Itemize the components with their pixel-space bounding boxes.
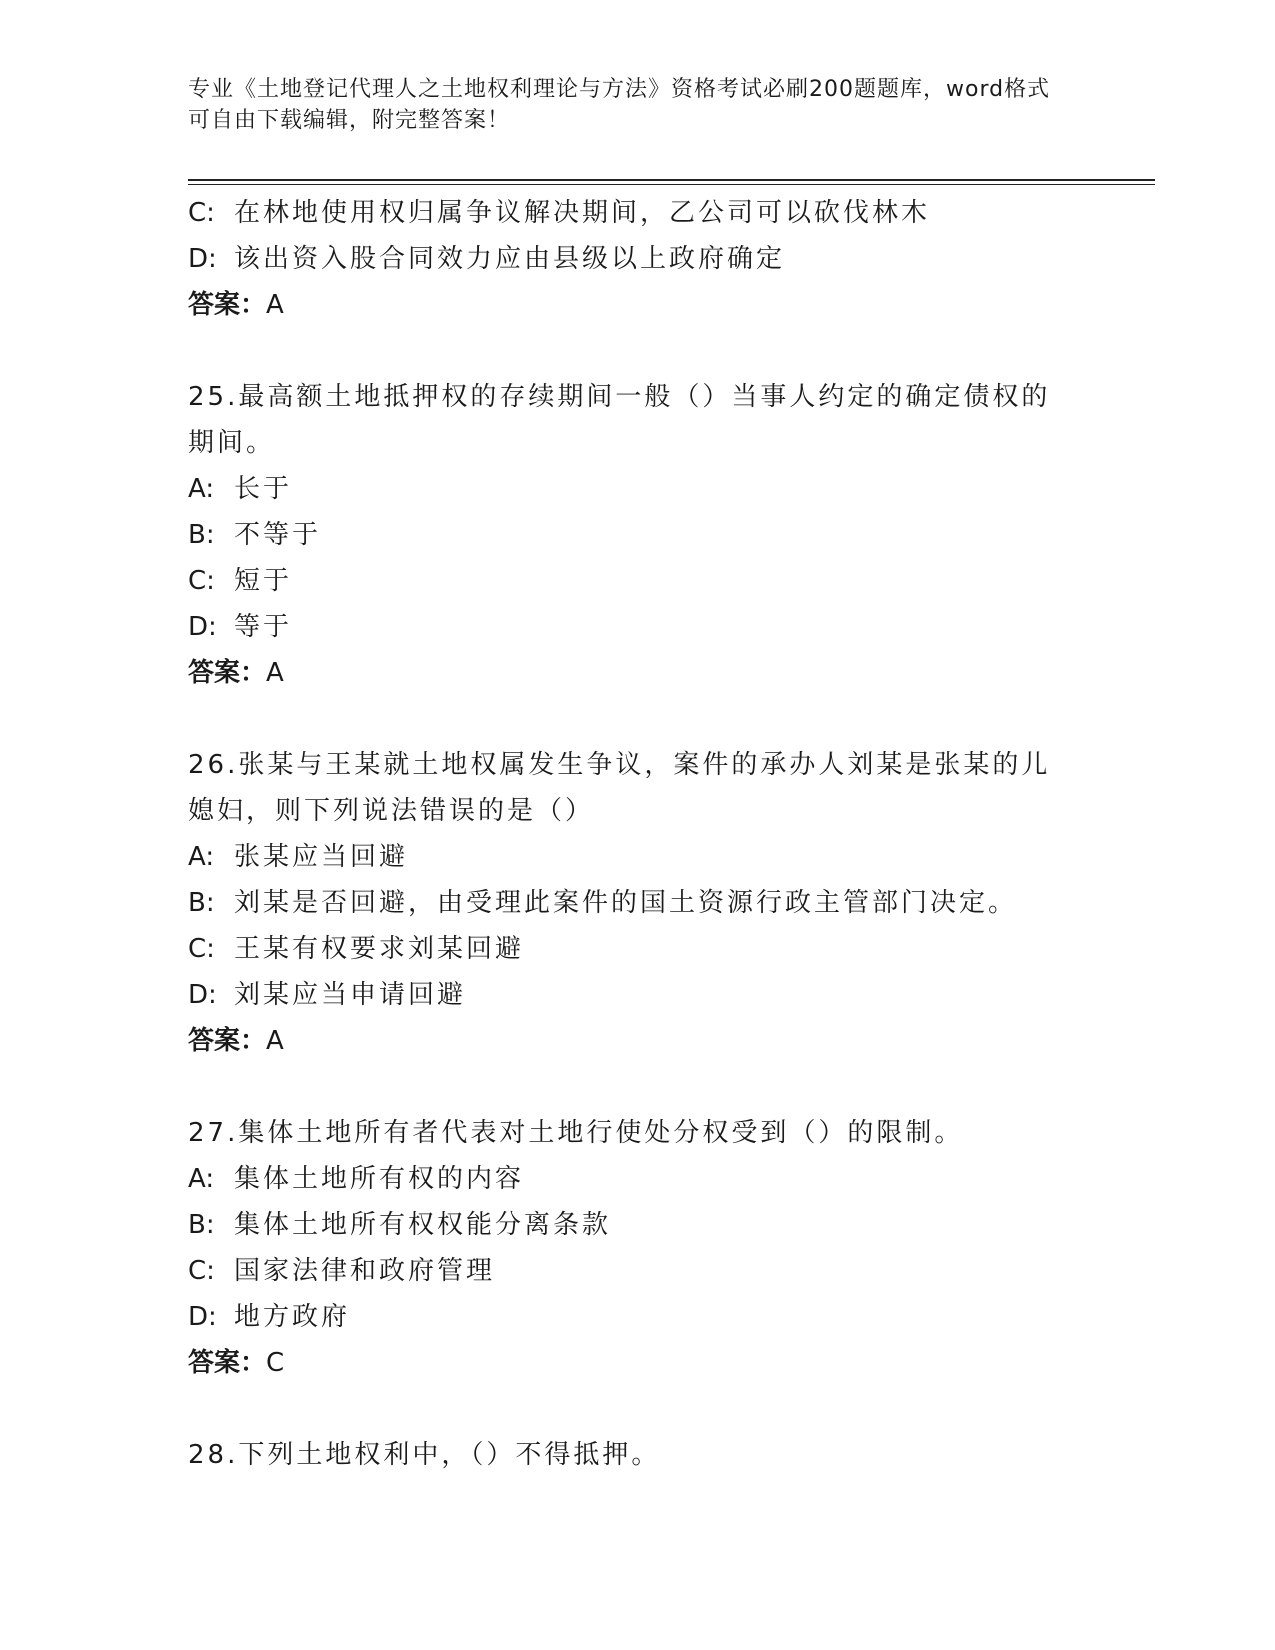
option-text: 该出资入股合同效力应由县级以上政府确定	[234, 244, 786, 274]
answer-value: A	[266, 1026, 284, 1056]
option-c	[188, 558, 1088, 604]
option-text: 国家法律和政府管理	[234, 1256, 496, 1286]
option-text: 张某应当回避	[234, 842, 409, 872]
option-letter: B:	[188, 520, 215, 550]
option-c	[188, 190, 1088, 236]
option-letter: D:	[188, 244, 217, 274]
option-d	[188, 236, 1088, 282]
answer-value: C	[266, 1348, 285, 1378]
header-divider-thick	[188, 179, 1155, 181]
option-c	[188, 1248, 1088, 1294]
answer-value: A	[266, 658, 284, 688]
option-letter: C:	[188, 198, 215, 228]
option-letter: B:	[188, 1210, 215, 1240]
option-b	[188, 880, 1088, 926]
question-stem: 26.张某与王某就土地权属发生争议，案件的承办人刘某是张某的儿媳妇，则下列说法错误的是（）	[188, 750, 1051, 826]
option-d	[188, 972, 1088, 1018]
question-stem: 28.下列土地权利中，（）不得抵押。	[188, 1440, 661, 1470]
option-letter: A:	[188, 1164, 215, 1194]
option-text: 不等于	[234, 520, 322, 550]
option-a	[188, 1156, 1088, 1202]
option-letter: C:	[188, 934, 215, 964]
question-27	[188, 1110, 1088, 1386]
option-letter: C:	[188, 566, 215, 596]
option-a	[188, 466, 1088, 512]
question-continuation	[188, 190, 1088, 328]
question-stem: 27.集体土地所有者代表对土地行使处分权受到（）的限制。	[188, 1118, 964, 1148]
option-d	[188, 1294, 1088, 1340]
option-letter: D:	[188, 612, 217, 642]
answer-line	[188, 1018, 1088, 1064]
header-divider-thin	[188, 184, 1155, 185]
option-letter: D:	[188, 1302, 217, 1332]
question-28	[188, 1432, 1088, 1478]
option-letter: C:	[188, 1256, 215, 1286]
option-text: 短于	[234, 566, 293, 596]
option-b	[188, 1202, 1088, 1248]
question-25	[188, 374, 1088, 696]
question-list	[188, 190, 1088, 1478]
option-text: 刘某是否回避，由受理此案件的国土资源行政主管部门决定。	[234, 888, 1018, 918]
answer-value: A	[266, 290, 284, 320]
option-text: 长于	[234, 474, 293, 504]
option-text: 地方政府	[234, 1302, 351, 1332]
answer-line	[188, 650, 1088, 696]
option-b	[188, 512, 1088, 558]
answer-label: 答案：	[188, 658, 267, 688]
answer-label: 答案：	[188, 290, 267, 320]
option-d	[188, 604, 1088, 650]
answer-label: 答案：	[188, 1348, 267, 1378]
option-letter: D:	[188, 980, 217, 1010]
option-c	[188, 926, 1088, 972]
option-text: 在林地使用权归属争议解决期间，乙公司可以砍伐林木	[234, 198, 931, 228]
answer-label: 答案：	[188, 1026, 267, 1056]
option-letter: A:	[188, 842, 215, 872]
option-letter: B:	[188, 888, 215, 918]
option-text: 刘某应当申请回避	[234, 980, 467, 1010]
question-stem: 25.最高额土地抵押权的存续期间一般（）当事人约定的确定债权的期间。	[188, 382, 1051, 458]
question-26	[188, 742, 1088, 1064]
option-text: 等于	[234, 612, 293, 642]
document-header: 专业《土地登记代理人之土地权利理论与方法》资格考试必刷200题题库，word格式可自由下载编辑，附完整答案！	[188, 77, 1051, 133]
option-letter: A:	[188, 474, 215, 504]
option-text: 集体土地所有权的内容	[234, 1164, 525, 1194]
answer-line	[188, 282, 1088, 328]
answer-line	[188, 1340, 1088, 1386]
option-text: 王某有权要求刘某回避	[234, 934, 525, 964]
option-text: 集体土地所有权权能分离条款	[234, 1210, 612, 1240]
option-a	[188, 834, 1088, 880]
